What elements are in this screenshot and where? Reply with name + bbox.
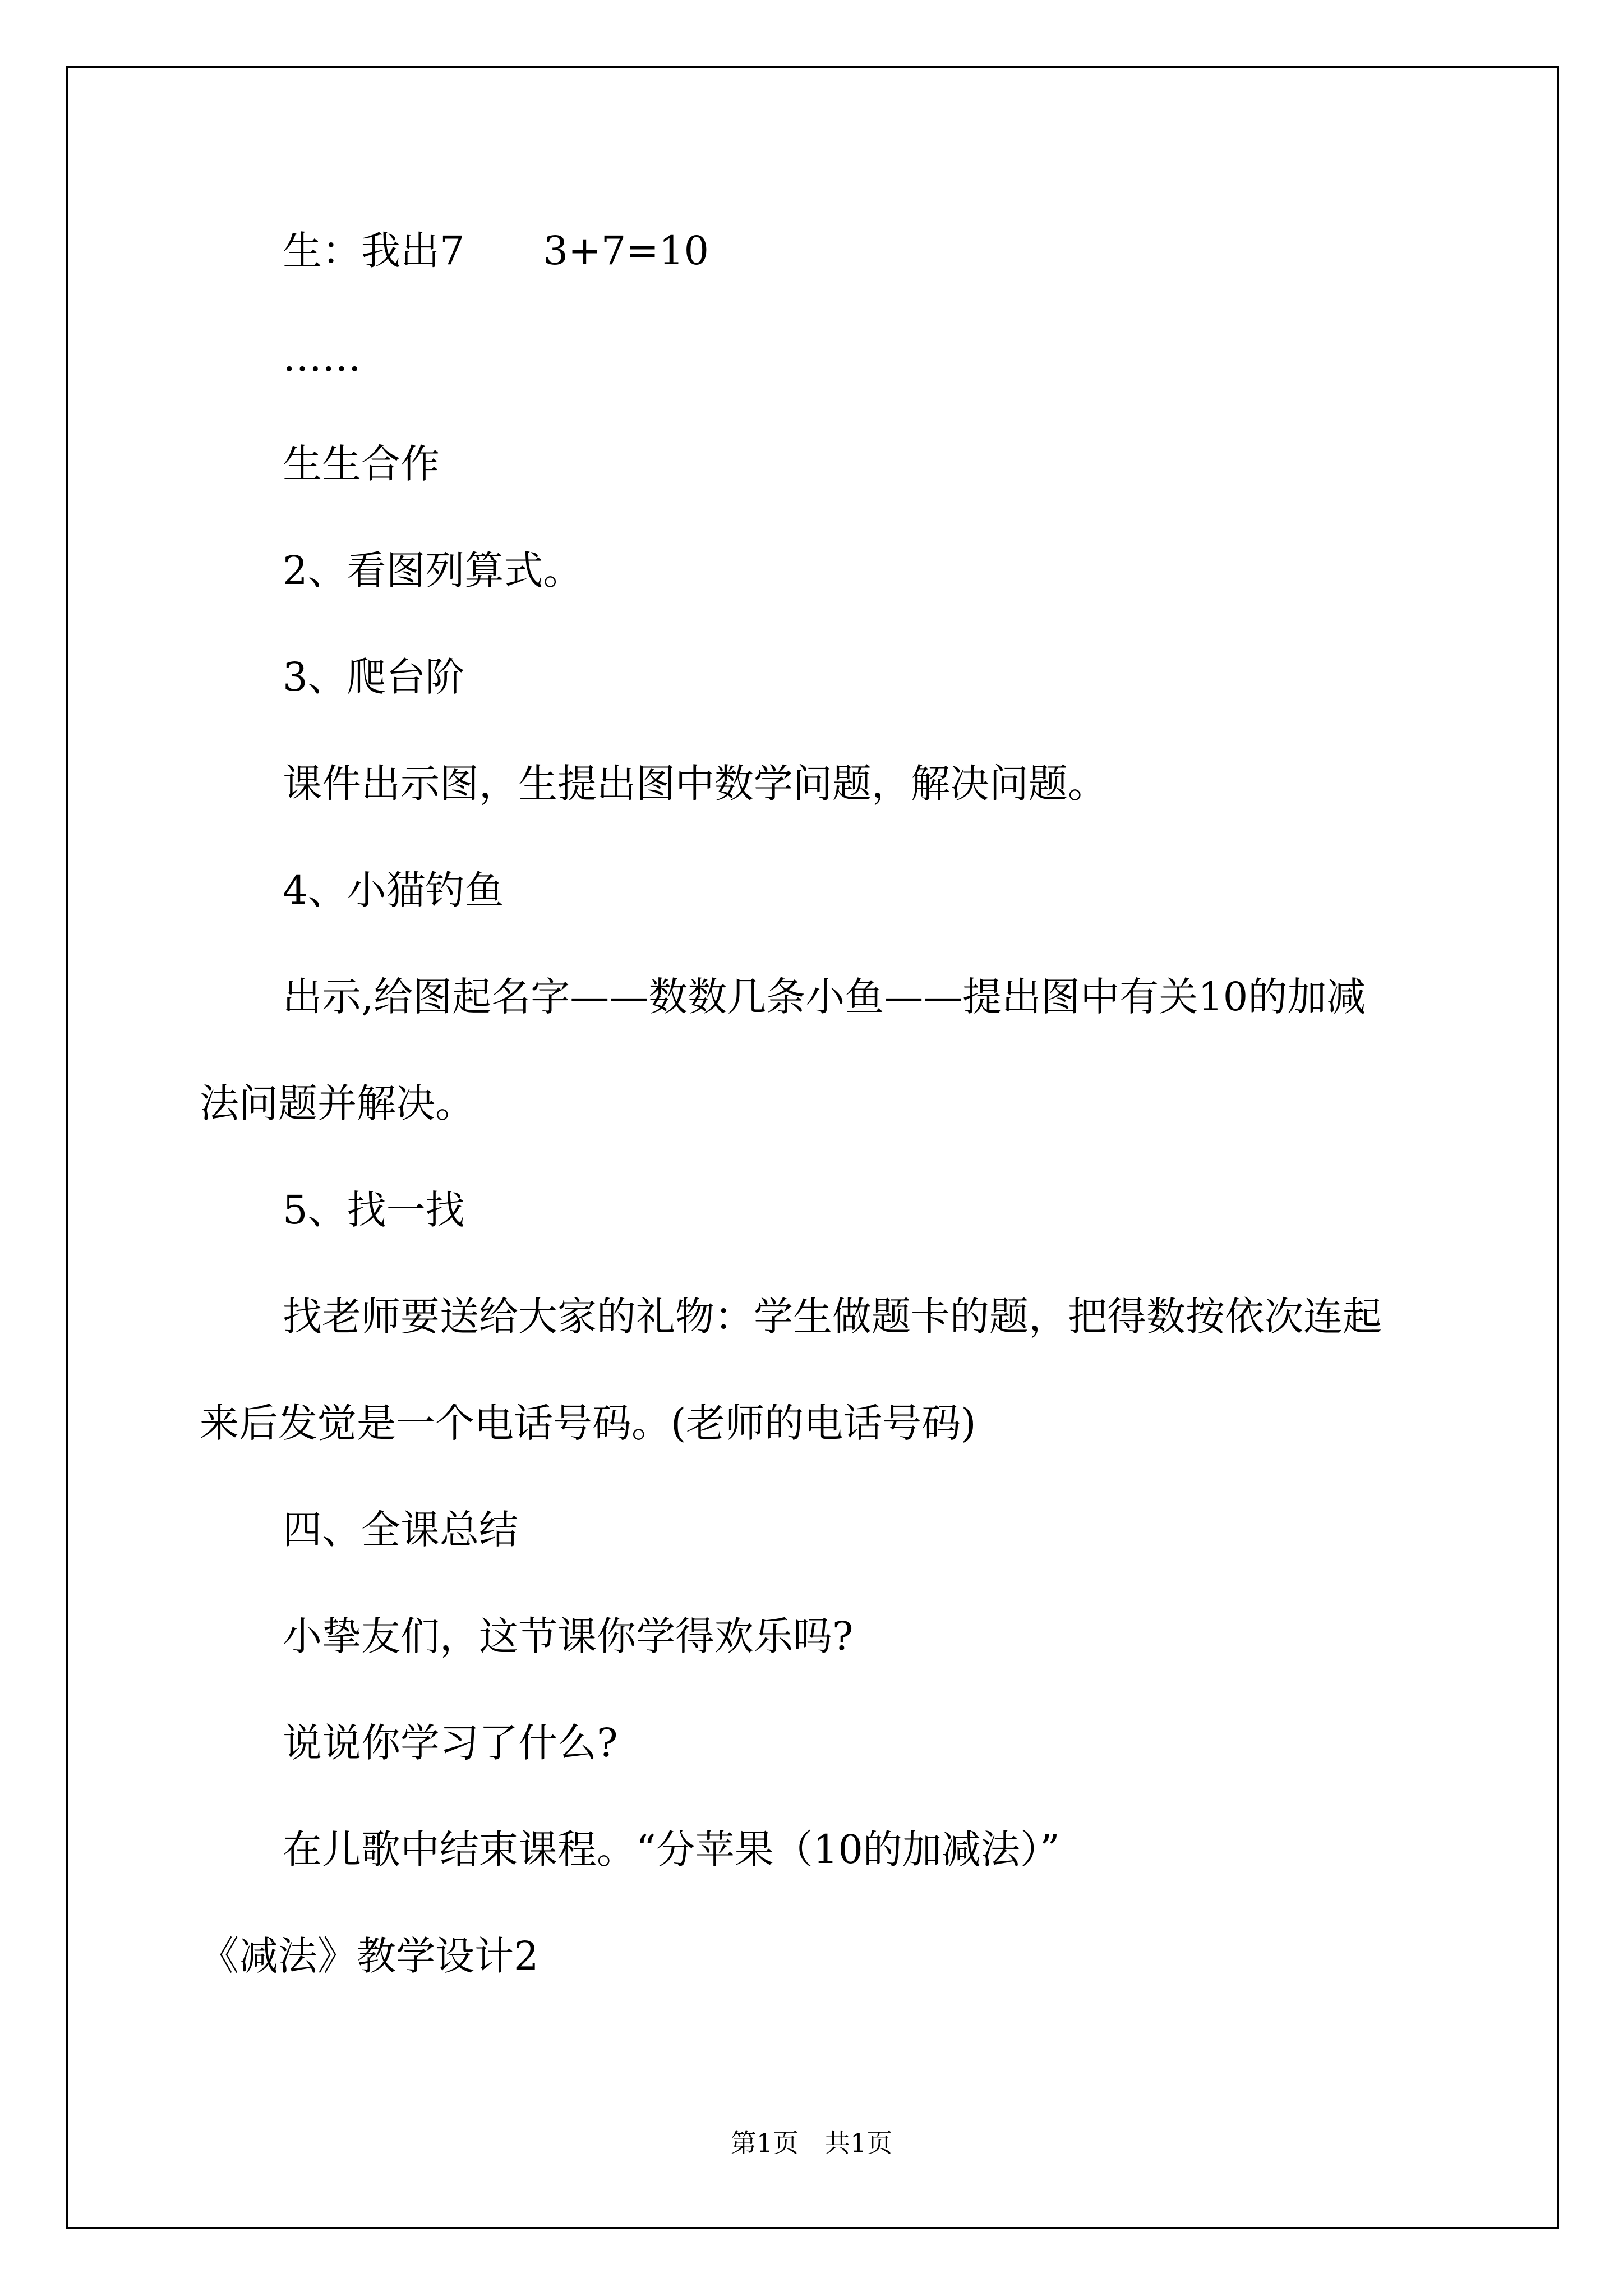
- paragraph: 说说你学习了什么?: [283, 1720, 618, 1766]
- paragraph: 小挚友们，这节课你学得欢乐吗?: [283, 1613, 854, 1659]
- paragraph: 出示,给图起名字——数数几条小鱼——提出图中有关10的加减: [283, 974, 1366, 1020]
- paragraph: 来后发觉是一个电话号码。(老师的电话号码): [200, 1400, 976, 1446]
- paragraph: 5、找一找: [283, 1187, 465, 1233]
- paragraph: 3、爬台阶: [283, 654, 465, 700]
- paragraph: 2、看图列算式。: [283, 547, 583, 593]
- paragraph: 课件出示图，生提出图中数学问题，解决问题。: [283, 761, 1107, 807]
- paragraph: 找老师要送给大家的礼物：学生做题卡的题，把得数按依次连起: [283, 1294, 1382, 1340]
- paragraph: ……: [283, 334, 361, 380]
- paragraph: 生生合作: [283, 441, 440, 487]
- page-footer: 第1页 共1页: [730, 2128, 893, 2158]
- paragraph: 生：我出7 3+7=10: [283, 228, 709, 274]
- page-border: [66, 66, 1559, 2229]
- paragraph: 四、全课总结: [283, 1507, 518, 1553]
- paragraph: 在儿歌中结束课程。“分苹果（10的加减法）”: [283, 1826, 1060, 1872]
- paragraph: 法问题并解决。: [200, 1080, 474, 1126]
- section-heading: 《减法》教学设计2: [200, 1933, 539, 1979]
- paragraph: 4、小猫钓鱼: [283, 867, 504, 913]
